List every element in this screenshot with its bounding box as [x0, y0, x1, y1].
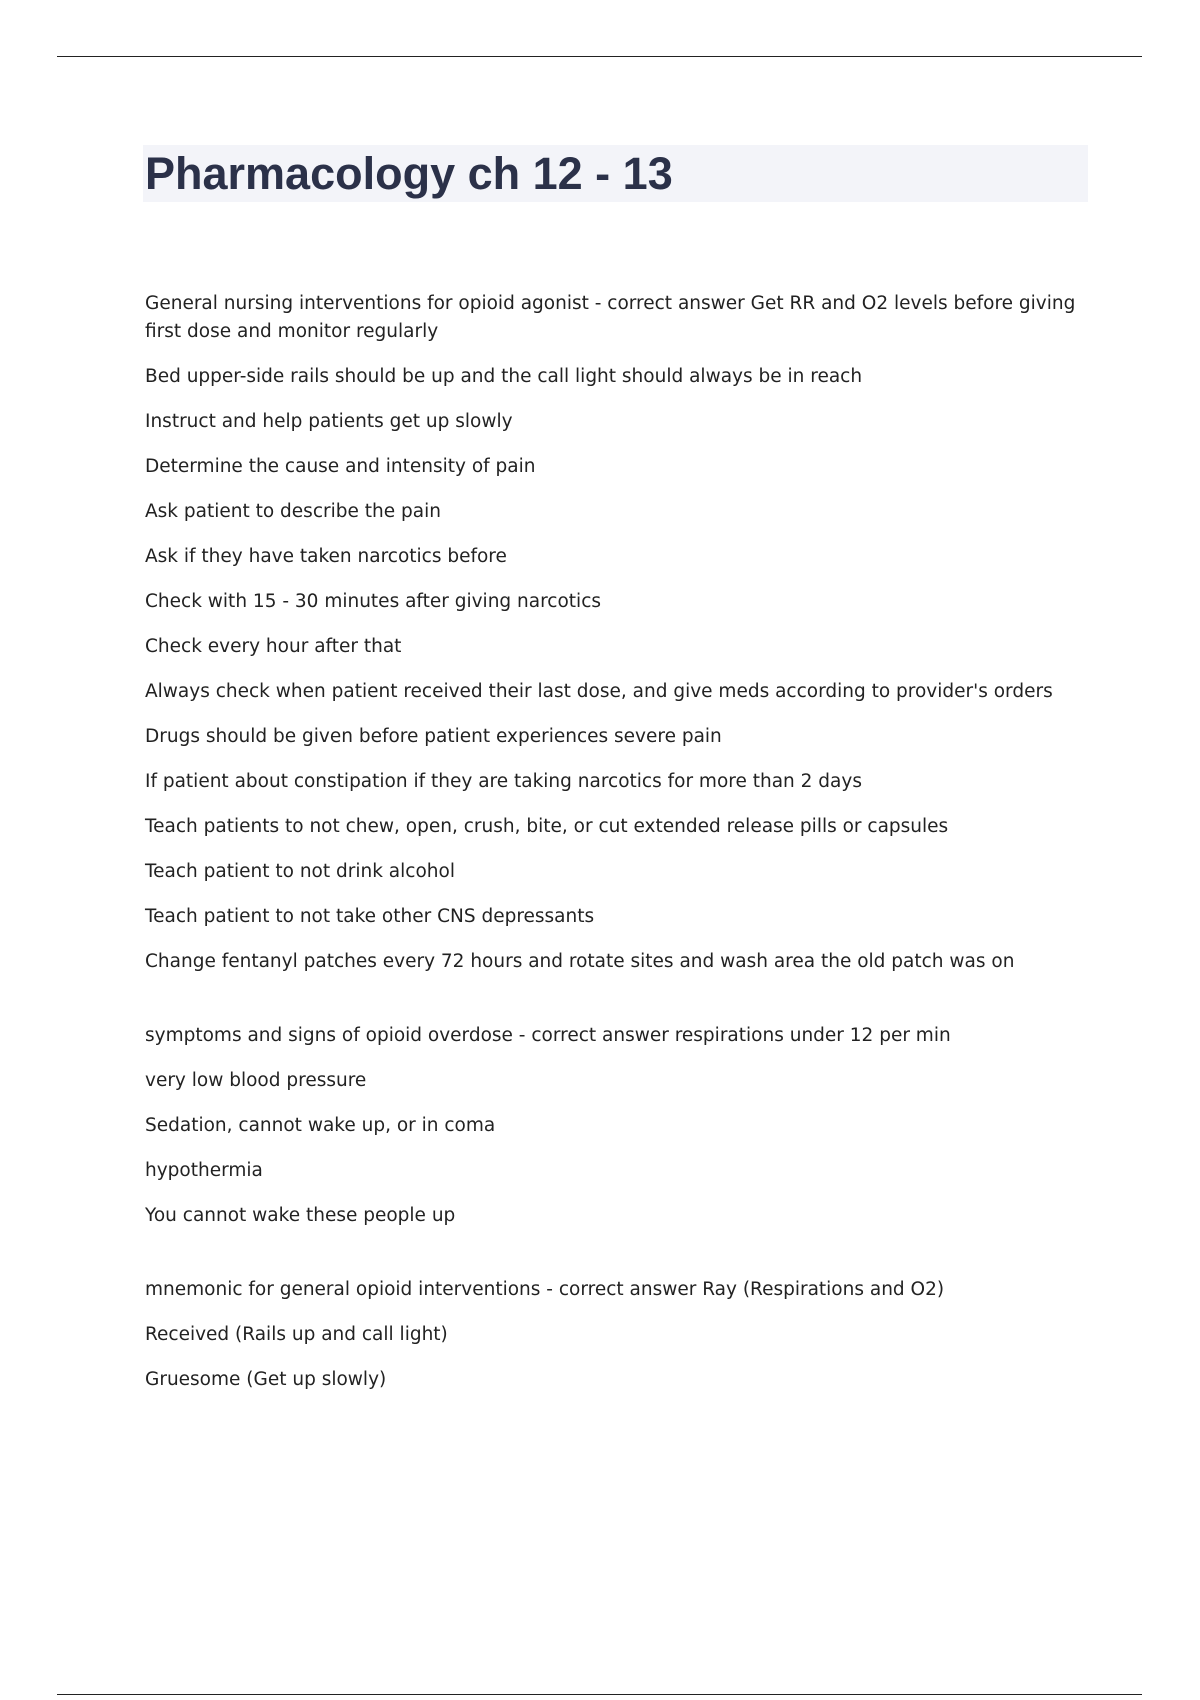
section-opioid-mnemonic: [145, 1276, 1090, 1394]
paragraph: Determine the cause and intensity of pain: [145, 456, 536, 477]
paragraph: very low blood pressure: [145, 1070, 367, 1091]
paragraph: hypothermia: [145, 1160, 263, 1181]
paragraph: Received (Rails up and call light): [145, 1324, 448, 1345]
paragraph: symptoms and signs of opioid overdose - correct answer respirations under 12 per min: [145, 1025, 951, 1046]
bottom-rule: [57, 1694, 1142, 1695]
paragraph: Teach patient to not take other CNS depressants: [145, 906, 595, 927]
document-body: [145, 290, 1090, 1394]
paragraph: Ask patient to describe the pain: [145, 501, 441, 522]
paragraph: General nursing interventions for opioid agonist - correct answer Get RR and O2 levels before giving first dose and monitor regularly: [145, 293, 1076, 342]
paragraph: Drugs should be given before patient experiences severe pain: [145, 726, 722, 747]
paragraph: Instruct and help patients get up slowly: [145, 411, 513, 432]
paragraph: Teach patient to not drink alcohol: [145, 861, 455, 882]
paragraph: If patient about constipation if they are taking narcotics for more than 2 days: [145, 771, 862, 792]
paragraph: Bed upper-side rails should be up and the call light should always be in reach: [145, 366, 863, 387]
paragraph: Sedation, cannot wake up, or in coma: [145, 1115, 496, 1136]
paragraph: Change fentanyl patches every 72 hours and rotate sites and wash area the old patch was on: [145, 951, 1015, 972]
paragraph: Check with 15 - 30 minutes after giving narcotics: [145, 591, 602, 612]
paragraph: You cannot wake these people up: [145, 1205, 456, 1226]
paragraph: mnemonic for general opioid interventions - correct answer Ray (Respirations and O2): [145, 1279, 945, 1300]
top-rule: [57, 56, 1142, 57]
paragraph: Teach patients to not chew, open, crush, bite, or cut extended release pills or capsules: [145, 816, 949, 837]
section-opioid-overdose-signs: [145, 1022, 1090, 1230]
paragraph: Check every hour after that: [145, 636, 402, 657]
paragraph: Always check when patient received their last dose, and give meds according to provider's orders: [145, 681, 1053, 702]
section-opioid-agonist-interventions: [145, 290, 1090, 976]
paragraph: Gruesome (Get up slowly): [145, 1369, 387, 1390]
page-title: Pharmacology ch 12 - 13: [145, 148, 673, 199]
paragraph: Ask if they have taken narcotics before: [145, 546, 507, 567]
